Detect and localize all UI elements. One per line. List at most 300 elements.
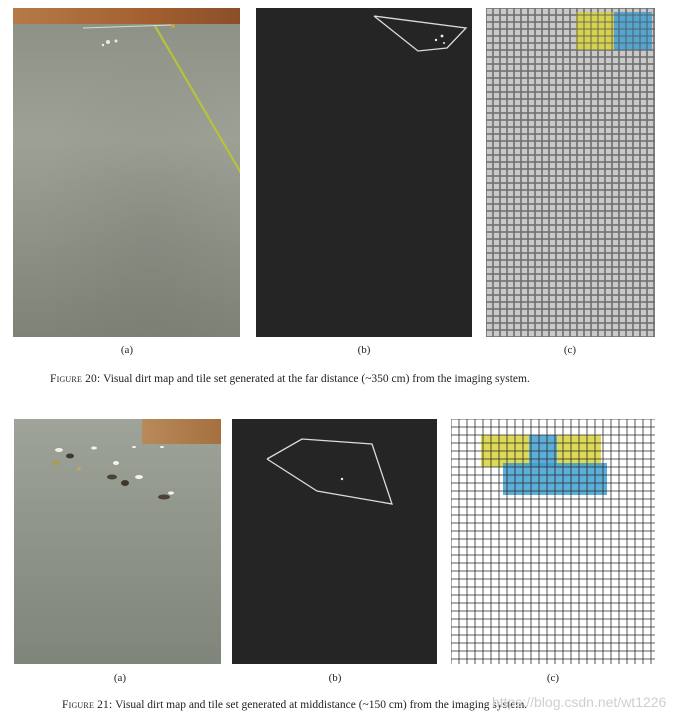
tile-cell [599, 198, 604, 203]
tile-cell [628, 572, 634, 578]
tile-cell [627, 198, 632, 203]
tile-cell [548, 644, 554, 650]
tile-cell [652, 604, 655, 610]
tile-cell [550, 30, 555, 35]
tile-cell [596, 644, 602, 650]
tile-cell [532, 604, 538, 610]
tile-cell [494, 72, 499, 77]
tile-cell [599, 191, 604, 196]
tile-cell [508, 556, 514, 562]
tile-cell [540, 420, 546, 426]
tile-cell [536, 212, 541, 217]
tile-cell [634, 156, 639, 161]
tile-cell [508, 612, 514, 618]
tile-cell [571, 65, 576, 70]
tile-cell [604, 500, 610, 506]
tile-cell [515, 275, 520, 280]
tile-cell [487, 86, 492, 91]
tile-cell [556, 420, 562, 426]
tile-cell [540, 636, 546, 642]
tile-cell [484, 540, 490, 546]
tile-cell [508, 16, 513, 21]
tile-cell [529, 219, 534, 224]
tile-cell [592, 226, 597, 231]
tile-cell [641, 247, 646, 252]
tile-cell [580, 620, 586, 626]
tile-cell [487, 254, 492, 259]
tile-cell [494, 170, 499, 175]
tile-cell [585, 212, 590, 217]
tile-cell [636, 420, 642, 426]
tile-cell [620, 156, 625, 161]
tile-cell [476, 588, 482, 594]
tile-cell [500, 604, 506, 610]
tile-cell [460, 460, 466, 466]
tile-cell [494, 198, 499, 203]
tile-cell [460, 452, 466, 458]
tile-cell [644, 572, 650, 578]
tile-cell [550, 79, 555, 84]
figure21-label-a: (a) [113, 672, 127, 684]
tile-cell [529, 142, 534, 147]
tile-cell [564, 508, 570, 514]
tile-cell [564, 317, 569, 322]
tile-cell [592, 184, 597, 189]
tile-cell [613, 226, 618, 231]
tile-cell [636, 548, 642, 554]
tile-cell [501, 30, 506, 35]
tile-cell [634, 86, 639, 91]
tile-cell [508, 500, 514, 506]
tile-cell [641, 289, 646, 294]
tile-cell [612, 564, 618, 570]
tile-cell [548, 580, 554, 586]
tile-cell [588, 564, 594, 570]
tile-cell [550, 128, 555, 133]
tile-cell [592, 275, 597, 280]
tile-cell [644, 516, 650, 522]
tile-cell [628, 596, 634, 602]
tile-cell [494, 324, 499, 329]
tile-cell [501, 170, 506, 175]
tile-cell [613, 240, 618, 245]
tile-cell [501, 184, 506, 189]
tile-cell [613, 142, 618, 147]
tile-cell [476, 540, 482, 546]
tile-cell [612, 612, 618, 618]
tile-cell [613, 331, 618, 336]
tile-cell [516, 500, 522, 506]
tile-cell [627, 156, 632, 161]
tile-cell [524, 636, 530, 642]
tile-cell [508, 268, 513, 273]
tile-cell [627, 310, 632, 315]
tile-cell [578, 93, 583, 98]
tile-cell [564, 628, 570, 634]
tile-cell [529, 121, 534, 126]
tile-cell [585, 226, 590, 231]
tile-cell [596, 620, 602, 626]
tile-cell [543, 100, 548, 105]
tile-cell [529, 198, 534, 203]
tile-cell [634, 212, 639, 217]
tile-cell [516, 596, 522, 602]
tile-cell [585, 170, 590, 175]
tile-cell [652, 564, 655, 570]
tile-cell [524, 652, 530, 658]
tile-cell [648, 240, 653, 245]
tile-cell [543, 142, 548, 147]
tile-cell [487, 289, 492, 294]
tile-cell [634, 79, 639, 84]
tile-cell [644, 548, 650, 554]
tile-cell [620, 128, 625, 133]
tile-cell [620, 492, 626, 498]
tile-cell [571, 324, 576, 329]
tile-cell [580, 604, 586, 610]
tile-cell [508, 282, 513, 287]
tile-cell [548, 524, 554, 530]
tile-cell [540, 652, 546, 658]
tile-cell [524, 588, 530, 594]
floor-photo-details [14, 419, 221, 664]
tile-cell [564, 9, 569, 14]
tile-cell [515, 191, 520, 196]
tile-cell [487, 156, 492, 161]
tile-cell [508, 324, 513, 329]
tile-cell [628, 612, 634, 618]
tile-cell [564, 261, 569, 266]
tile-cell [592, 268, 597, 273]
tile-cell [592, 191, 597, 196]
tile-cell [627, 149, 632, 154]
tile-cell [578, 254, 583, 259]
tile-cell [529, 16, 534, 21]
tile-cell [484, 500, 490, 506]
tile-cell [492, 420, 498, 426]
tile-cell [564, 198, 569, 203]
tile-cell [588, 420, 594, 426]
tile-cell [522, 170, 527, 175]
tile-cell [634, 93, 639, 98]
tile-cell [524, 596, 530, 602]
tile-cell [494, 191, 499, 196]
tile-cell [550, 310, 555, 315]
tile-cell [484, 492, 490, 498]
tile-cell [612, 420, 618, 426]
tile-cell [532, 644, 538, 650]
tile-cell [564, 86, 569, 91]
tile-cell [585, 205, 590, 210]
tile-cell [501, 282, 506, 287]
tile-cell [494, 16, 499, 21]
tile-cell [532, 596, 538, 602]
tile-cell [620, 572, 626, 578]
tile-cell [529, 191, 534, 196]
tile-cell [515, 114, 520, 119]
tile-cell [460, 612, 466, 618]
tile-cell [578, 240, 583, 245]
tile-cell [612, 452, 618, 458]
tile-cell [628, 428, 634, 434]
tile-cell [557, 331, 562, 336]
tile-cell [580, 508, 586, 514]
tile-cell [508, 303, 513, 308]
tile-cell [620, 219, 625, 224]
tile-cell [487, 72, 492, 77]
tile-cell [604, 596, 610, 602]
tile-cell [500, 620, 506, 626]
tile-cell [648, 317, 653, 322]
tile-cell [508, 620, 514, 626]
figure20-label-c: (c) [563, 344, 577, 356]
tile-cell [627, 226, 632, 231]
tile-cell [644, 428, 650, 434]
tile-cell [628, 604, 634, 610]
tile-cell [508, 289, 513, 294]
tile-cell [540, 548, 546, 554]
tile-cell [508, 233, 513, 238]
tile-cell [515, 184, 520, 189]
tile-cell [557, 226, 562, 231]
tile-cell [571, 296, 576, 301]
tile-cell [460, 436, 466, 442]
tile-cell [515, 310, 520, 315]
tile-cell [494, 282, 499, 287]
tile-cell [606, 282, 611, 287]
tile-cell [613, 65, 618, 70]
tile-cell [501, 198, 506, 203]
tile-cell [578, 282, 583, 287]
tile-cell [543, 212, 548, 217]
tile-cell [564, 620, 570, 626]
tile-cell [522, 261, 527, 266]
tile-cell [494, 51, 499, 56]
tile-cell [571, 163, 576, 168]
tile-cell [557, 282, 562, 287]
tile-cell [500, 540, 506, 546]
tile-cell [550, 254, 555, 259]
tile-cell [628, 420, 634, 426]
tile-cell [557, 135, 562, 140]
tile-cell [636, 532, 642, 538]
tile-cell [612, 516, 618, 522]
tile-cell [604, 628, 610, 634]
tile-cell [508, 170, 513, 175]
tile-cell [492, 612, 498, 618]
tile-cell [452, 636, 458, 642]
tile-cell [620, 261, 625, 266]
tile-cell [644, 644, 650, 650]
tile-cell [612, 572, 618, 578]
tile-cell [557, 142, 562, 147]
tile-cell [522, 79, 527, 84]
tile-cell [580, 548, 586, 554]
tile-cell [460, 588, 466, 594]
tile-cell [620, 540, 626, 546]
tile-cell [468, 596, 474, 602]
tile-cell [524, 612, 530, 618]
tile-cell [628, 644, 634, 650]
tile-cell [516, 532, 522, 538]
tile-cell [492, 468, 498, 474]
tile-cell [641, 156, 646, 161]
tile-cell [564, 644, 570, 650]
tile-cell [487, 275, 492, 280]
tile-cell [516, 644, 522, 650]
tile-cell [543, 247, 548, 252]
tile-cell [522, 226, 527, 231]
tile-cell [571, 149, 576, 154]
tile-cell [585, 79, 590, 84]
tile-cell [515, 93, 520, 98]
tile-cell [522, 156, 527, 161]
tile-cell [599, 93, 604, 98]
tile-cell [613, 100, 618, 105]
tile-cell [494, 65, 499, 70]
tile-cell [606, 268, 611, 273]
tile-cell [592, 170, 597, 175]
tile-cell [522, 100, 527, 105]
tile-cell [644, 580, 650, 586]
tile-cell [522, 72, 527, 77]
tile-cell [532, 548, 538, 554]
tile-cell [557, 268, 562, 273]
tile-cell [620, 588, 626, 594]
tile-cell [564, 324, 569, 329]
tile-cell [540, 660, 546, 664]
tile-cell [557, 303, 562, 308]
tile-cell [556, 628, 562, 634]
tile-cell [536, 317, 541, 322]
tile-cell [501, 149, 506, 154]
tile-cell [484, 476, 490, 482]
tile-cell [620, 564, 626, 570]
tile-cell [484, 636, 490, 642]
tile-cell [476, 636, 482, 642]
tile-cell [571, 268, 576, 273]
tile-cell [620, 142, 625, 147]
tile-cell [627, 296, 632, 301]
tile-cell [604, 644, 610, 650]
tile-cell [543, 128, 548, 133]
tile-cell [628, 580, 634, 586]
tile-cell [634, 289, 639, 294]
tile-cell [515, 268, 520, 273]
tile-cell [515, 51, 520, 56]
tile-cell [648, 303, 653, 308]
tile-cell [564, 303, 569, 308]
tile-cell [585, 331, 590, 336]
tile-cell [606, 86, 611, 91]
tile-cell [571, 23, 576, 28]
tile-cell [524, 508, 530, 514]
tile-cell [578, 275, 583, 280]
tile-cell [508, 100, 513, 105]
tile-cell [585, 65, 590, 70]
tile-cell [599, 184, 604, 189]
tile-cell [508, 44, 513, 49]
tile-cell [484, 644, 490, 650]
tile-cell [636, 460, 642, 466]
tile-cell [492, 476, 498, 482]
tile-cell [543, 30, 548, 35]
tile-cell [550, 205, 555, 210]
tile-cell [536, 289, 541, 294]
tile-cell [536, 268, 541, 273]
tile-cell [501, 86, 506, 91]
tile-cell [501, 65, 506, 70]
tile-cell [536, 240, 541, 245]
tile-cell [612, 468, 618, 474]
tile-cell [508, 261, 513, 266]
tile-cell [500, 660, 506, 664]
tile-cell [550, 184, 555, 189]
tile-cell [572, 620, 578, 626]
tile-cell [543, 9, 548, 14]
tile-cell [613, 156, 618, 161]
tile-cell [612, 588, 618, 594]
tile-cell [620, 275, 625, 280]
tile-cell [620, 628, 626, 634]
tile-cell [501, 107, 506, 112]
tile-cell [613, 212, 618, 217]
tile-cell [548, 636, 554, 642]
tile-cell [588, 532, 594, 538]
figure21-caption-label: Figure 21: [62, 699, 113, 711]
tile-cell [501, 205, 506, 210]
tile-cell [529, 303, 534, 308]
tile-cell [492, 596, 498, 602]
tile-cell [452, 532, 458, 538]
tile-cell [550, 114, 555, 119]
tile-cell [484, 604, 490, 610]
tile-cell [580, 572, 586, 578]
tile-cell [452, 588, 458, 594]
tile-cell [557, 191, 562, 196]
tile-cell [634, 261, 639, 266]
tile-cell [543, 135, 548, 140]
tile-cell [592, 310, 597, 315]
tile-cell [476, 548, 482, 554]
tile-cell [572, 604, 578, 610]
tile-cell [613, 268, 618, 273]
tile-cell [564, 114, 569, 119]
figure21-tile-set [451, 419, 655, 664]
tile-cell [501, 331, 506, 336]
tile-cell [501, 100, 506, 105]
tile-cell [460, 636, 466, 642]
tile-cell [592, 121, 597, 126]
tile-cell [652, 652, 655, 658]
tile-cell [543, 23, 548, 28]
tile-cell [516, 604, 522, 610]
tile-cell [484, 548, 490, 554]
tile-cell [522, 275, 527, 280]
tile-cell [494, 58, 499, 63]
tile-cell [532, 508, 538, 514]
tile-cell [627, 219, 632, 224]
tile-cell [628, 660, 634, 664]
tile-cell [641, 114, 646, 119]
tile-cell [641, 51, 646, 56]
tile-cell [606, 254, 611, 259]
tile-cell [529, 184, 534, 189]
tile-cell [596, 556, 602, 562]
tile-cell [571, 275, 576, 280]
tile-cell [522, 65, 527, 70]
tile-cell [620, 72, 625, 77]
